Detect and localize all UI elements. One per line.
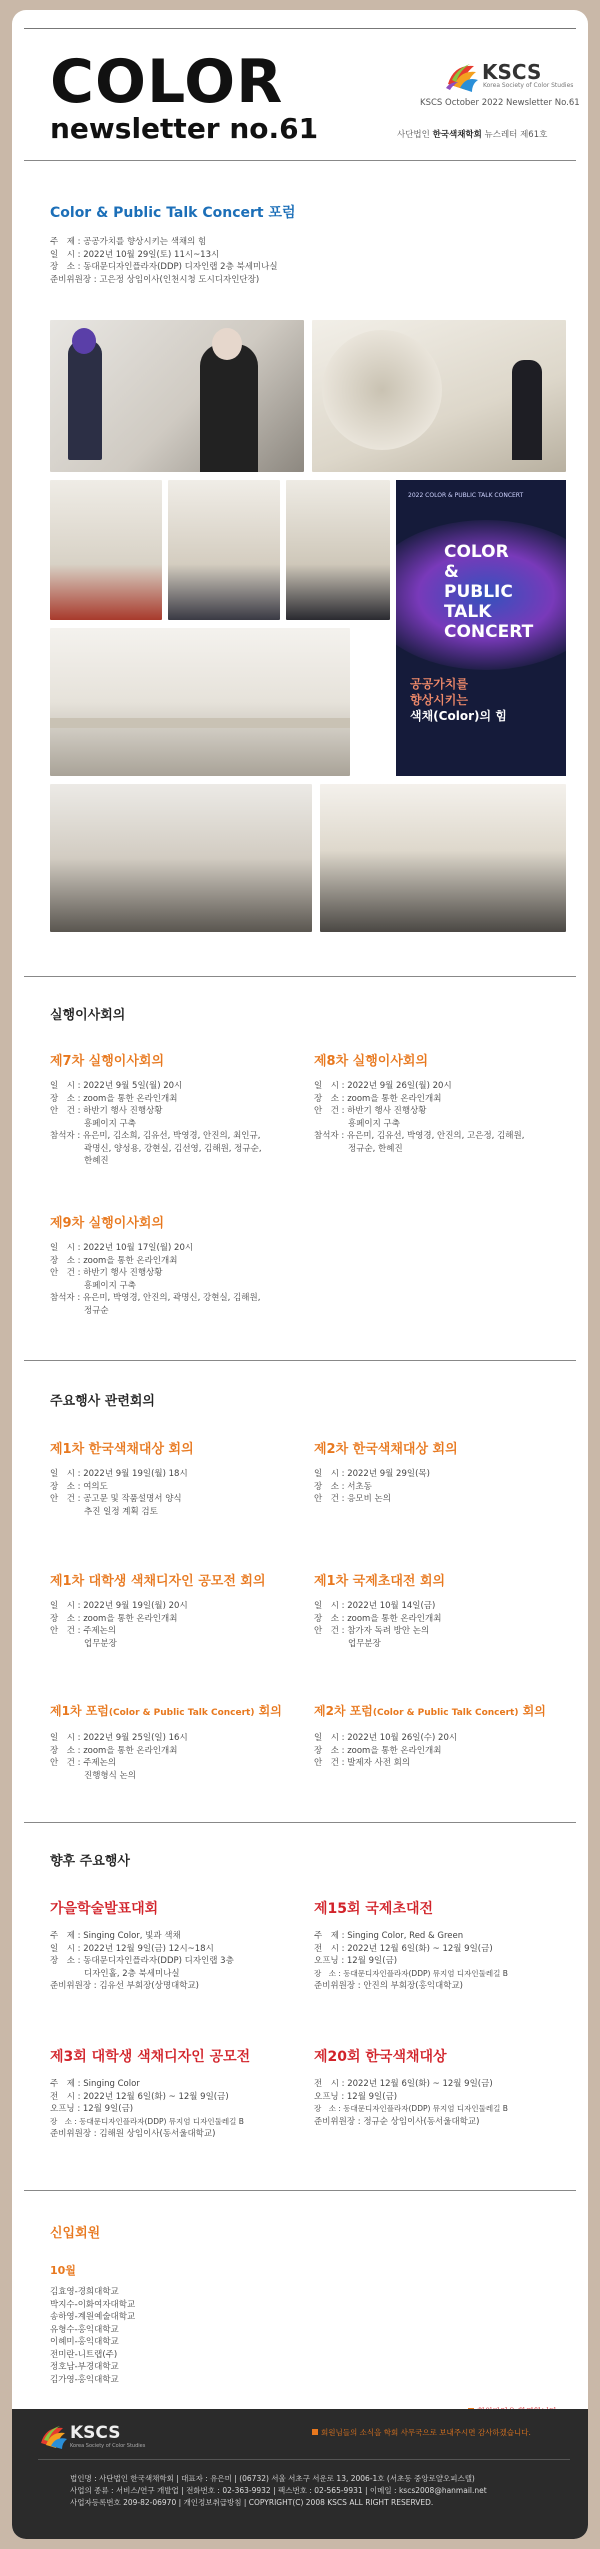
forum-photo-moderator: [312, 320, 566, 472]
footer-line: 사업자등록번호 209-82-06970 | 개인정보취급방침 | COPYRIGHT(C) 2008 KSCS ALL RIGHT RESERVED.: [70, 2498, 434, 2507]
org-suffix: 뉴스레터 제61호: [484, 130, 548, 140]
exec-meeting-8-info: [314, 1080, 524, 1155]
info-line: 안 건 : 발제자 사전 회의: [314, 1758, 411, 1768]
info-line: 주 제 : Singing Color, Red & Green: [314, 1931, 464, 1941]
info-line: 안 건 : 주제논의: [50, 1626, 117, 1636]
forum-info: [50, 236, 278, 286]
info-line: 일 시 : 2022년 9월 29일(목): [314, 1469, 430, 1479]
list-item: 유형수-홍익대학교: [50, 2324, 119, 2335]
upcoming-section-title: 향후 주요행사: [50, 1854, 130, 1869]
info-line: 일 시 : 2022년 10월 26일(수) 20시: [314, 1733, 458, 1743]
info-line: 곽명신, 양성용, 강현실, 김선영, 김해원, 정규순,: [50, 1143, 262, 1154]
info-line: 오프닝 : 12월 9일(금): [314, 1956, 398, 1966]
info-line: 전 시 : 2022년 12월 6일(화) ~ 12월 9일(금): [314, 1943, 493, 1954]
poster-word: COLOR: [444, 542, 509, 562]
info-line: 일 시 : 2022년 10월 17일(월) 20시: [50, 1243, 194, 1253]
info-line: 안 건 : 공고문 및 작품설명서 양식: [50, 1494, 182, 1504]
newsletter-page: [12, 10, 588, 2539]
footer-info: [70, 2473, 487, 2509]
info-line: 장 소 : zoom을 통한 온라인개최: [314, 1745, 442, 1756]
forum-line: 주 제 : 공공가치를 향상시키는 색채의 힘: [50, 237, 207, 247]
kscs-logo-icon: [38, 2423, 68, 2449]
forum-photo-panel-1: [50, 480, 162, 620]
info-line: 일 시 : 2022년 9월 25일(일) 16시: [50, 1733, 188, 1743]
info-line: 장 소 : zoom을 통한 온라인개최: [50, 1613, 178, 1624]
info-line: 안 건 : 하반기 행사 진행상황: [50, 1268, 163, 1278]
poster-top: 2022 COLOR & PUBLIC TALK CONCERT: [408, 492, 524, 499]
info-line: 안 건 : 하반기 행사 진행상황: [50, 1106, 163, 1116]
info-line: 참석자 : 유은미, 박영경, 안진의, 곽명신, 강현실, 김해원,: [50, 1293, 261, 1303]
kscs-logo: [444, 60, 480, 96]
poster-sub-line: 향상시키는: [410, 693, 468, 707]
info-line: 참석자 : 유은미, 김유선, 박영경, 안진의, 고은정, 김해원,: [314, 1131, 525, 1141]
forum-photo-panel-wide: [50, 628, 350, 776]
poster-word: TALK: [444, 602, 492, 622]
info-line: 디자인홀, 2층 북세미나실: [50, 1968, 180, 1979]
info-line: 추진 일정 계획 검토: [50, 1506, 158, 1517]
masthead-title: COLOR: [50, 47, 284, 117]
info-line: 일 시 : 2022년 9월 26일(월) 20시: [314, 1081, 452, 1091]
footer-logo-text: KSCS: [70, 2423, 121, 2443]
top-rule: [24, 28, 576, 29]
edition-label: KSCS October 2022 Newsletter No.61: [420, 98, 580, 108]
section-rule: [24, 2190, 576, 2191]
info-line: 업무분장: [314, 1638, 381, 1649]
logo-text: KSCS: [482, 60, 542, 84]
list-item: 김가영-홍익대학교: [50, 2374, 119, 2385]
event-meeting-info: [50, 1732, 188, 1782]
title-suffix: (Color & Public Talk Concert): [372, 1708, 519, 1718]
forum-photo-panel-2: [168, 480, 280, 620]
exec-meeting-8-title: 제8차 실행이사회의: [314, 1054, 429, 1069]
square-bullet-icon: [312, 2429, 318, 2435]
exec-meeting-9-info: [50, 1242, 260, 1317]
info-line: 진행형식 논의: [50, 1770, 136, 1781]
footer: [12, 2409, 588, 2539]
forum-poster: [396, 480, 566, 776]
info-line: 한혜진: [50, 1156, 109, 1166]
info-line: 장 소 : 여의도: [50, 1481, 108, 1492]
forum-photo-speakers: [50, 320, 304, 472]
event-meeting-info: [314, 1732, 457, 1770]
forum-line: 준비위원장 : 고은정 상임이사(인천시청 도시디자인단장): [50, 274, 260, 285]
poster-word: CONCERT: [444, 622, 534, 642]
title-suffix: (Color & Public Talk Concert): [108, 1708, 255, 1718]
info-line: 장 소 : zoom을 통한 온라인개최: [50, 1745, 178, 1756]
org-label: [397, 128, 547, 140]
info-line: 정규순: [50, 1305, 109, 1316]
event-meeting-info: [50, 1600, 188, 1650]
info-line: 흥페이지 구축: [314, 1118, 400, 1129]
members-list: [50, 2286, 135, 2386]
info-line: 주 제 : Singing Color: [50, 2079, 140, 2089]
members-title: 신입회원: [50, 2226, 101, 2241]
event-meeting-info: [314, 1600, 441, 1650]
event-meeting-title: 제1차 국제초대전 회의: [314, 1574, 446, 1589]
org-prefix: 사단법인: [397, 130, 430, 140]
info-line: 안 건 : 응모비 논의: [314, 1494, 391, 1504]
poster-word: PUBLIC: [444, 582, 513, 602]
title-main: 제2차 포럼: [314, 1704, 373, 1718]
info-line: 일 시 : 2022년 9월 5일(월) 20시: [50, 1081, 183, 1091]
upcoming-event-title: 제20회 한국색채대상: [314, 2049, 447, 2065]
forum-line: 일 시 : 2022년 10월 29일(토) 11시~13시: [50, 249, 220, 260]
members-month: 10월: [50, 2264, 76, 2277]
forum-photo-group: [320, 784, 566, 932]
exec-meeting-9-title: 제9차 실행이사회의: [50, 1216, 165, 1231]
kscs-logo-icon: [444, 60, 480, 92]
info-line: 주 제 : Singing Color, 빛과 색채: [50, 1931, 181, 1941]
footer-line: 사업의 종류 : 서비스/연구 개발업 | 전화번호 : 02-363-9932 | 팩스번호 : 02-565-9931 | 이메일 : kscs2008@hanmail.net: [70, 2486, 487, 2495]
poster-sub-line: 공공가치를: [410, 677, 468, 691]
info-line: 안 건 : 주제논의: [50, 1758, 117, 1768]
list-item: 정호남-부경대학교: [50, 2362, 119, 2372]
title-main: 제1차 포럼: [50, 1704, 109, 1718]
info-line: 일 시 : 2022년 12월 9일(금) 12시~18시: [50, 1943, 214, 1954]
poster-subtitle: [410, 676, 507, 724]
event-meeting-title: [50, 1702, 282, 1719]
info-line: 흥페이지 구축: [50, 1280, 136, 1291]
list-item: 이혜미-홍익대학교: [50, 2337, 119, 2347]
info-line: 오프닝 : 12월 9일(금): [314, 2091, 398, 2102]
list-item: 김효영-경희대학교: [50, 2287, 119, 2297]
footer-rule: [38, 2459, 570, 2460]
logo-subtext: Korea Society of Color Studies: [483, 82, 574, 89]
poster-sub-line: 색채(Color)의 힘: [410, 709, 507, 723]
upcoming-event-info: [314, 2078, 508, 2128]
info-line: 장 소 : 서초동: [314, 1481, 372, 1492]
footer-notice-text: 회원님들의 소식을 학회 사무국으로 보내주시면 감사하겠습니다.: [321, 2428, 531, 2437]
event-meeting-title: [314, 1702, 546, 1719]
upcoming-event-title: 가을학술발표대회: [50, 1901, 159, 1917]
upcoming-event-info: [314, 1930, 508, 1993]
section-rule: [24, 1822, 576, 1823]
info-line: 장 소 : 동대문디자인플라자(DDP) 뮤지엄 디자인둘레길 B: [50, 2116, 244, 2126]
info-line: 일 시 : 2022년 9월 19일(월) 18시: [50, 1469, 188, 1479]
exec-meeting-7-info: [50, 1080, 262, 1168]
forum-photo-audience: [50, 784, 312, 932]
footer-notice: [312, 2427, 531, 2438]
exec-meeting-7-title: 제7차 실행이사회의: [50, 1054, 165, 1069]
poster-word: &: [444, 562, 459, 582]
info-line: 장 소 : zoom을 통한 온라인개최: [50, 1255, 178, 1266]
info-line: 준비위원장 : 안진의 부회장(홍익대학교): [314, 1981, 463, 1991]
section-rule: [24, 1360, 576, 1361]
poster-words: [444, 542, 533, 642]
info-line: 전 시 : 2022년 12월 6일(화) ~ 12월 9일(금): [314, 2079, 493, 2089]
info-line: 일 시 : 2022년 9월 19일(월) 20시: [50, 1601, 188, 1611]
info-line: 장 소 : zoom을 통한 온라인개최: [50, 1093, 178, 1104]
header-rule: [24, 160, 576, 161]
forum-photo-panel-3: [286, 480, 390, 620]
org-name: 한국색채학회: [432, 130, 482, 140]
footer-line: 법인명 : 사단법인 한국색채학회 | 대표자 : 유은미 | (06732) 서울 서초구 서운로 13, 2006-1호 (서초동 중앙로얄오피스텔): [70, 2474, 475, 2483]
events-section-title: 주요행사 관련회의: [50, 1394, 155, 1409]
info-line: 일 시 : 2022년 10월 14일(금): [314, 1601, 436, 1611]
info-line: 준비위원장 : 김해원 상임이사(동서울대학교): [50, 2129, 216, 2139]
event-meeting-title: 제1차 한국색채대상 회의: [50, 1442, 194, 1457]
title-end: 회의: [254, 1704, 282, 1718]
info-line: 전 시 : 2022년 12월 6일(화) ~ 12월 9일(금): [50, 2091, 229, 2102]
forum-title: Color & Public Talk Concert 포럼: [50, 205, 296, 221]
info-line: 안 건 : 참가자 독려 방안 논의: [314, 1626, 430, 1636]
info-line: 장 소 : 동대문디자인플라자(DDP) 뮤지엄 디자인둘레길 B: [314, 2104, 508, 2113]
event-meeting-info: [50, 1468, 188, 1518]
upcoming-event-title: 제15회 국제초대전: [314, 1901, 434, 1917]
list-item: 전미란-니트랩(주): [50, 2349, 118, 2360]
upcoming-event-info: [50, 2078, 244, 2141]
info-line: 장 소 : 동대문디자인플라자(DDP) 뮤지엄 디자인둘레길 B: [314, 1968, 508, 1978]
info-line: 참석자 : 유은미, 김소희, 김유선, 박영경, 안진의, 최인규,: [50, 1131, 261, 1141]
upcoming-event-title: 제3회 대학생 색채디자인 공모전: [50, 2049, 251, 2065]
info-line: 준비위원장 : 김유선 부회장(상명대학교): [50, 1981, 199, 1991]
info-line: 준비위원장 : 정규순 상임이사(동서울대학교): [314, 2116, 480, 2127]
masthead-subtitle: newsletter no.61: [50, 112, 319, 145]
event-meeting-title: 제1차 대학생 색채디자인 공모전 회의: [50, 1574, 266, 1589]
footer-logo: [38, 2423, 68, 2453]
section-rule: [24, 976, 576, 977]
list-item: 박지수-이화여자대학교: [50, 2299, 136, 2310]
event-meeting-title: 제2차 한국색채대상 회의: [314, 1442, 458, 1457]
info-line: 안 건 : 하반기 행사 진행상황: [314, 1106, 427, 1116]
forum-line: 장 소 : 동대문디자인플라자(DDP) 디자인랩 2층 북세미나실: [50, 262, 278, 272]
info-line: 업무분장: [50, 1638, 117, 1649]
upcoming-event-info: [50, 1930, 234, 1993]
footer-logo-sub: Korea Society of Color Studies: [70, 2443, 146, 2449]
event-meeting-info: [314, 1468, 430, 1506]
info-line: 장 소 : 동대문디자인플라자(DDP) 디자인랩 3층: [50, 1956, 234, 1966]
info-line: 흥페이지 구축: [50, 1118, 136, 1129]
info-line: 장 소 : zoom을 통한 온라인개최: [314, 1613, 442, 1624]
info-line: 오프닝 : 12월 9일(금): [50, 2104, 134, 2114]
exec-section-title: 실행이사회의: [50, 1008, 126, 1023]
list-item: 송하영-계원예술대학교: [50, 2312, 136, 2322]
info-line: 정규순, 한혜진: [314, 1143, 403, 1154]
title-end: 회의: [518, 1704, 546, 1718]
info-line: 장 소 : zoom을 통한 온라인개최: [314, 1093, 442, 1104]
